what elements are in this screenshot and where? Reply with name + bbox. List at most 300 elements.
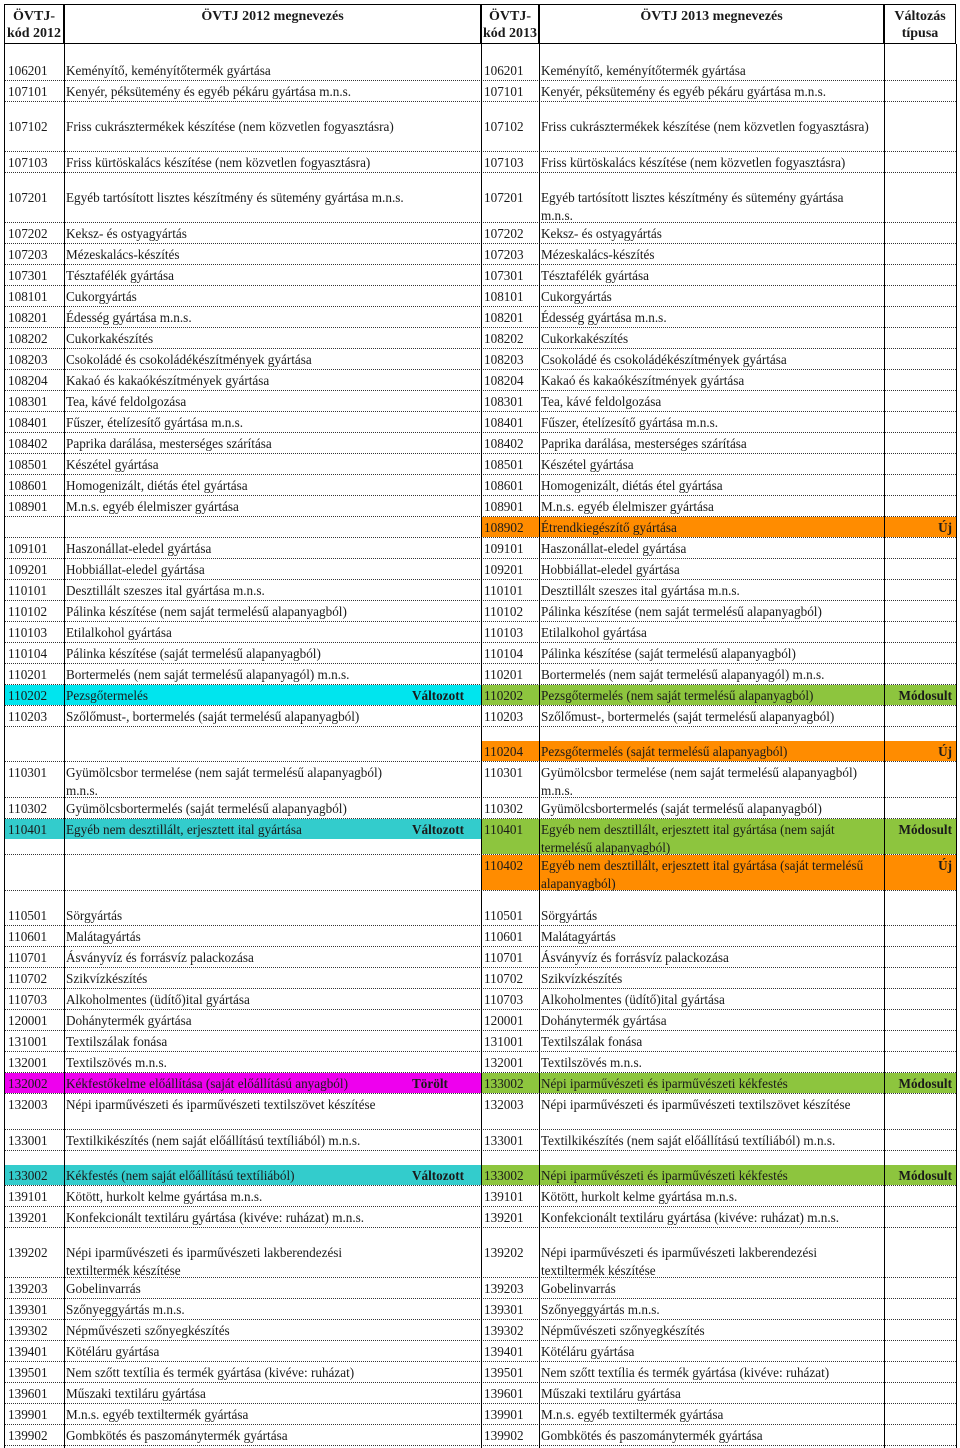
column-rule [956,44,957,1448]
code-2013: 106201 [484,63,524,78]
code-2012: 139901 [8,1407,48,1422]
code-2013: 110702 [484,971,524,986]
name-2012: Egyéb nem desztillált, erjesztett ital gyártása [66,822,302,837]
code-2012: 108402 [8,436,48,451]
table-row [0,519,960,540]
name-2013: Keményítő, keményítőtermék gyártása [541,63,746,78]
code-2012: 110101 [8,583,48,598]
code-2013: 110501 [484,908,524,923]
code-2012: 131001 [8,1034,48,1049]
table-row [0,456,960,477]
code-2013: 133002 [484,1168,524,1183]
table-row [0,857,960,893]
change-type: Új [938,858,952,873]
row-divider [4,80,956,81]
code-2013: 107101 [484,84,524,99]
table-row [0,624,960,645]
table-row [0,351,960,372]
code-2012: 132002 [8,1076,48,1091]
table-row [0,1012,960,1033]
table-row [0,949,960,970]
table-row [0,309,960,330]
code-2013: 139203 [484,1281,524,1296]
code-2012: 139202 [8,1245,48,1260]
name-2012: Kötött, hurkolt kelme gyártása m.n.s. [66,1189,263,1204]
name-2012: Szőnyeggyártás m.n.s. [66,1302,185,1317]
table-row [0,477,960,498]
column-rule [481,44,482,1448]
row-divider [4,306,956,307]
row-divider [4,1298,956,1299]
row-divider [4,705,956,706]
name-2013: Kenyér, péksütemény és egyéb pékáru gyártása m.n.s. [541,84,827,99]
code-2013: 110703 [484,992,524,1007]
table-row [0,1322,960,1343]
code-2013: 139601 [484,1386,524,1401]
code-2013: 110402 [484,858,524,873]
row-divider [4,797,956,798]
code-2012: 108401 [8,415,48,430]
name-2012: M.n.s. egyéb textiltermék gyártása [66,1407,249,1422]
name-2013: Pezsgőtermelés (nem saját termelésű alapanyagból) [541,688,814,703]
table-row [0,743,960,764]
table-row [0,645,960,666]
name-2013: Mézeskalács-készítés [541,247,655,262]
name-2012: Keksz- és ostyagyártás [66,226,187,241]
code-2012: 108101 [8,289,48,304]
code-2012: 133001 [8,1133,48,1148]
table-row [0,666,960,687]
row-divider [4,1227,956,1228]
code-2012: 132003 [8,1097,48,1112]
table-row [0,970,960,991]
table-row [0,62,960,83]
table-row [0,154,960,175]
table-row [0,1301,960,1322]
name-2013: Fűszer, ételízesítő gyártása m.n.s. [541,415,719,430]
code-2012: 110302 [8,801,48,816]
table-row [0,1364,960,1385]
name-2012: Malátagyártás [66,929,141,944]
name-2012: Gobelinvarrás [66,1281,141,1296]
code-2013: 133002 [484,1076,524,1091]
row-divider [4,925,956,926]
table-row [0,1280,960,1301]
code-2013: 110103 [484,625,524,640]
code-2013: 110204 [484,744,524,759]
name-2013: Hobbiállat-eledel gyártása [541,562,680,577]
code-2012: 108202 [8,331,48,346]
name-2013: Konfekcionált textiláru gyártása (kivéve: ruházat) m.n.s. [541,1210,840,1225]
name-2012: Homogenizált, diétás étel gyártása [66,478,248,493]
code-2012: 110703 [8,992,48,1007]
change-type: Módosult [898,1168,952,1183]
code-2012: 108301 [8,394,48,409]
row-divider [4,967,956,968]
table-row [0,907,960,928]
name-2013: Textilszövés m.n.s. [541,1055,642,1070]
name-2013: Malátagyártás [541,929,616,944]
name-2012: Textilszálak fonása [66,1034,168,1049]
change-type: Módosult [898,1076,952,1091]
code-2013: 139901 [484,1407,524,1422]
name-2012: Kakaó és kakaókészítmények gyártása [66,373,270,388]
code-2013: 108203 [484,352,524,367]
name-2012: Keményítő, keményítőtermék gyártása [66,63,271,78]
code-2012: 110201 [8,667,48,682]
name-2013: Pálinka készítése (nem saját termelésű alapanyagból) [541,604,822,619]
name-2012: Paprika darálása, mesterséges szárítása [66,436,272,451]
header-name-2013-label: ÖVTJ 2013 megnevezés [640,9,783,24]
name-2013: Ásványvíz és forrásvíz palackozása [541,950,729,965]
name-2013: Szőlőmust-, bortermelés (saját termelésű alapanyagból) [541,709,835,724]
row-divider [4,1361,956,1362]
row-divider [4,495,956,496]
name-2013: Bortermelés (nem saját termelésű alapanyagól) m.n.s. [541,667,825,682]
table-row [0,687,960,708]
code-2012: 108501 [8,457,48,472]
code-2012: 107201 [8,190,48,205]
change-type: Új [938,520,952,535]
code-2013: 139302 [484,1323,524,1338]
code-2012: 139203 [8,1281,48,1296]
code-2013: 132003 [484,1097,524,1112]
row-divider [4,946,956,947]
code-2013: 108202 [484,331,524,346]
table-row [0,83,960,104]
name-2013: Friss cukrásztermékek készítése (nem közvetlen fogyasztásra) [541,119,869,134]
table-row [0,1096,960,1132]
name-2013: Népi iparművészeti és iparművészeti textilszövet készítése [541,1097,851,1112]
table-row [0,708,960,729]
change-type: Módosult [898,822,952,837]
code-2012: 110701 [8,950,48,965]
code-2012: 110501 [8,908,48,923]
row-divider [4,1277,956,1278]
name-2012: Haszonállat-eledel gyártása [66,541,212,556]
code-2013: 110601 [484,929,524,944]
name-2012: Desztillált szeszes ital gyártása m.n.s. [66,583,265,598]
name-2013: M.n.s. egyéb textiltermék gyártása [541,1407,724,1422]
name-2013: Egyéb tartósított lisztes készítmény és sütemény gyártása m.n.s. [541,190,844,223]
name-2013: Gobelinvarrás [541,1281,616,1296]
code-2013: 108401 [484,415,524,430]
table-row [0,1427,960,1448]
code-2012: 110203 [8,709,48,724]
table-row [0,1343,960,1364]
change-2012: Változott [412,822,464,837]
name-2012: Csokoládé és csokoládékészítmények gyártása [66,352,312,367]
table-row [0,1054,960,1075]
name-2012: Cukorkakészítés [66,331,154,346]
code-2013: 110101 [484,583,524,598]
code-2012: 139201 [8,1210,48,1225]
table-row [0,582,960,603]
code-2013: 139201 [484,1210,524,1225]
name-2013: Műszaki textiláru gyártása [541,1386,681,1401]
name-2012: Pezsgőtermelés [66,688,149,703]
table-row [0,372,960,393]
code-2012: 108203 [8,352,48,367]
row-divider [4,222,956,223]
row-divider [4,474,956,475]
table-row [0,246,960,267]
name-2012: Gyümölcsbor termelése (nem saját termelésű alapanyagból) m.n.s. [66,765,383,798]
name-2012: Kékfestőkelme előállítása (saját előállítású anyagból) [66,1076,348,1091]
table-row [0,603,960,624]
name-2013: Egyéb nem desztillált, erjesztett ital gyártása (saját termelésű alapanyagból) [541,858,864,891]
name-2013: Kötött, hurkolt kelme gyártása m.n.s. [541,1189,738,1204]
code-2013: 107202 [484,226,524,241]
table-row [0,764,960,800]
column-rule [64,44,65,1448]
table-row [0,540,960,561]
code-2012: 107301 [8,268,48,283]
name-2013: Kakaó és kakaókészítmények gyártása [541,373,745,388]
code-2012: 139101 [8,1189,48,1204]
name-2012: Konfekcionált textiláru gyártása (kivéve: ruházat) m.n.s. [66,1210,365,1225]
code-2012: 132001 [8,1055,48,1070]
name-2013: Haszonállat-eledel gyártása [541,541,687,556]
name-2013: Pálinka készítése (saját termelésű alapanyagból) [541,646,796,661]
row-divider [4,1129,956,1130]
row-divider [4,1030,956,1031]
code-2013: 110302 [484,801,524,816]
name-2012: Pálinka készítése (nem saját termelésű alapanyagból) [66,604,347,619]
row-divider [4,327,956,328]
name-2012: Mézeskalács-készítés [66,247,180,262]
name-2012: Kötéláru gyártása [66,1344,160,1359]
name-2012: Hobbiállat-eledel gyártása [66,562,205,577]
table-row [0,189,960,225]
header-code-2013-label: ÖVTJ- kód 2013 [482,9,538,41]
row-divider [4,453,956,454]
code-2012: 107102 [8,119,48,134]
column-rule [539,44,540,1448]
name-2013: Népi iparművészeti és iparművészeti lakberendezési textiltermék készítése [541,1245,818,1278]
row-divider [4,642,956,643]
name-2013: Népi iparművészeti és iparművészeti kékfestés [541,1168,788,1183]
name-2013: Tea, kávé feldolgozása [541,394,662,409]
code-2013: 110203 [484,709,524,724]
table-row [0,1209,960,1230]
name-2012: Cukorgyártás [66,289,137,304]
name-2013: Etilalkohol gyártása [541,625,647,640]
code-2012: 110601 [8,929,48,944]
name-2012: Gyümölcsbortermelés (saját termelésű alapanyagból) [66,801,347,816]
row-divider [4,369,956,370]
name-2012: Etilalkohol gyártása [66,625,172,640]
name-2012: Népművészeti szőnyegkészítés [66,1323,230,1338]
row-divider [4,432,956,433]
row-divider [4,1009,956,1010]
name-2013: Textilkikészítés (nem saját előállítású textíliából) m.n.s. [541,1133,836,1148]
name-2013: Paprika darálása, mesterséges szárítása [541,436,747,451]
row-divider [4,1403,956,1404]
code-2012: 110202 [8,688,48,703]
row-divider [4,1150,956,1151]
row-divider [4,1051,956,1052]
row-divider [4,1319,956,1320]
code-2012: 139902 [8,1428,48,1443]
code-2013: 139301 [484,1302,524,1317]
name-2013: Csokoládé és csokoládékészítmények gyártása [541,352,787,367]
code-2012: 120001 [8,1013,48,1028]
table-row [0,1188,960,1209]
header-change-type [884,4,956,44]
name-2013: Népi iparművészeti és iparművészeti kékfestés [541,1076,788,1091]
name-2013: Homogenizált, diétás étel gyártása [541,478,723,493]
table-row [0,435,960,456]
code-2013: 108402 [484,436,524,451]
name-2013: Keksz- és ostyagyártás [541,226,662,241]
name-2012: Népi iparművészeti és iparművészeti lakberendezési textiltermék készítése [66,1245,343,1278]
table-row [0,1244,960,1280]
code-2013: 139401 [484,1344,524,1359]
name-2012: Tea, kávé feldolgozása [66,394,187,409]
name-2013: Pezsgőtermelés (saját termelésű alapanyagból) [541,744,788,759]
name-2012: Nem szőtt textília és termék gyártása (kivéve: ruházat) [66,1365,355,1380]
table-row [0,991,960,1012]
table-row [0,1406,960,1427]
code-2012: 110104 [8,646,48,661]
code-2013: 110401 [484,822,524,837]
name-2013: Szikvízkészítés [541,971,623,986]
code-2013: 139501 [484,1365,524,1380]
code-2013: 110102 [484,604,524,619]
code-2012: 108601 [8,478,48,493]
code-2013: 109101 [484,541,524,556]
code-2012: 107103 [8,155,48,170]
name-2013: Étrendkiegészítő gyártása [541,520,677,535]
name-2012: Dohánytermék gyártása [66,1013,192,1028]
name-2013: Sörgyártás [541,908,598,923]
table-row [0,414,960,435]
row-divider [4,1093,956,1094]
name-2013: Cukorkakészítés [541,331,629,346]
row-divider [4,264,956,265]
code-2012: 139501 [8,1365,48,1380]
code-2012: 139601 [8,1386,48,1401]
row-divider [4,761,956,762]
name-2012: Műszaki textiláru gyártása [66,1386,206,1401]
code-2013: 110202 [484,688,524,703]
name-2012: Szőlőmust-, bortermelés (saját termelésű alapanyagból) [66,709,360,724]
row-divider [4,1424,956,1425]
code-2013: 108301 [484,394,524,409]
code-2012: 108204 [8,373,48,388]
code-2012: 139401 [8,1344,48,1359]
code-2012: 109101 [8,541,48,556]
name-2013: Tésztafélék gyártása [541,268,649,283]
name-2012: Bortermelés (nem saját termelésű alapanyagól) m.n.s. [66,667,350,682]
table-row [0,330,960,351]
name-2013: Alkoholmentes (üdítő)ital gyártása [541,992,725,1007]
name-2013: M.n.s. egyéb élelmiszer gyártása [541,499,714,514]
code-2013: 107301 [484,268,524,283]
row-divider [4,1445,956,1446]
name-2012: Alkoholmentes (üdítő)ital gyártása [66,992,250,1007]
code-2013: 107103 [484,155,524,170]
row-divider [4,663,956,664]
column-rule [884,44,885,1448]
row-divider [4,537,956,538]
row-divider [4,390,956,391]
header-name-2013 [539,4,884,44]
code-2013: 139101 [484,1189,524,1204]
name-2013: Egyéb nem desztillált, erjesztett ital gyártása (nem saját termelésű alapanyagból) [541,822,835,855]
code-2012: 106201 [8,63,48,78]
row-divider [4,172,956,173]
name-2012: Friss cukrásztermékek készítése (nem közvetlen fogyasztásra) [66,119,394,134]
table-row [0,821,960,857]
table-row [0,1167,960,1188]
code-2012: 107101 [8,84,48,99]
row-divider [4,890,956,891]
code-2012: 107202 [8,226,48,241]
name-2013: Gyümölcsbortermelés (saját termelésű alapanyagból) [541,801,822,816]
code-2012: 108201 [8,310,48,325]
row-divider [4,348,956,349]
name-2012: Szikvízkészítés [66,971,148,986]
code-2013: 131001 [484,1034,524,1049]
name-2012: Sörgyártás [66,908,123,923]
row-divider [4,1340,956,1341]
change-type: Új [938,744,952,759]
code-2013: 110201 [484,667,524,682]
table-row [0,267,960,288]
code-2012: 139302 [8,1323,48,1338]
table-row [0,561,960,582]
row-divider [4,579,956,580]
code-2013: 110301 [484,765,524,780]
table-row [0,1033,960,1054]
name-2013: Cukorgyártás [541,289,612,304]
header-code-2012 [4,4,64,44]
name-2012: Textilkikészítés (nem saját előállítású textíliából) m.n.s. [66,1133,361,1148]
change-2012: Változott [412,1168,464,1183]
header-code-2013 [481,4,539,44]
column-rule [4,44,5,1448]
name-2013: Gombkötés és paszománytermék gyártása [541,1428,763,1443]
table-row [0,225,960,246]
row-divider [4,285,956,286]
change-2012: Törölt [412,1076,448,1091]
header-name-2012 [64,4,481,44]
name-2012: M.n.s. egyéb élelmiszer gyártása [66,499,239,514]
code-2013: 120001 [484,1013,524,1028]
name-2012: Kékfestés (nem saját előállítású textíliából) [66,1168,295,1183]
code-2012: 110301 [8,765,48,780]
name-2012: Népi iparművészeti és iparművészeti textilszövet készítése [66,1097,376,1112]
code-2013: 108501 [484,457,524,472]
row-divider [4,1206,956,1207]
table-row [0,928,960,949]
header-code-2012-label: ÖVTJ- kód 2012 [6,9,62,41]
row-divider [4,726,956,727]
name-2013: Nem szőtt textília és termék gyártása (kivéve: ruházat) [541,1365,830,1380]
name-2012: Textilszövés m.n.s. [66,1055,167,1070]
table-row [0,1132,960,1153]
name-2013: Népművészeti szőnyegkészítés [541,1323,705,1338]
name-2012: Egyéb tartósított lisztes készítmény és sütemény gyártása m.n.s. [66,190,404,205]
name-2013: Gyümölcsbor termelése (nem saját termelésű alapanyagból) m.n.s. [541,765,858,798]
code-2012: 109201 [8,562,48,577]
code-2013: 133001 [484,1133,524,1148]
change-2012: Változott [412,688,464,703]
code-2013: 110104 [484,646,524,661]
table-row [0,498,960,519]
